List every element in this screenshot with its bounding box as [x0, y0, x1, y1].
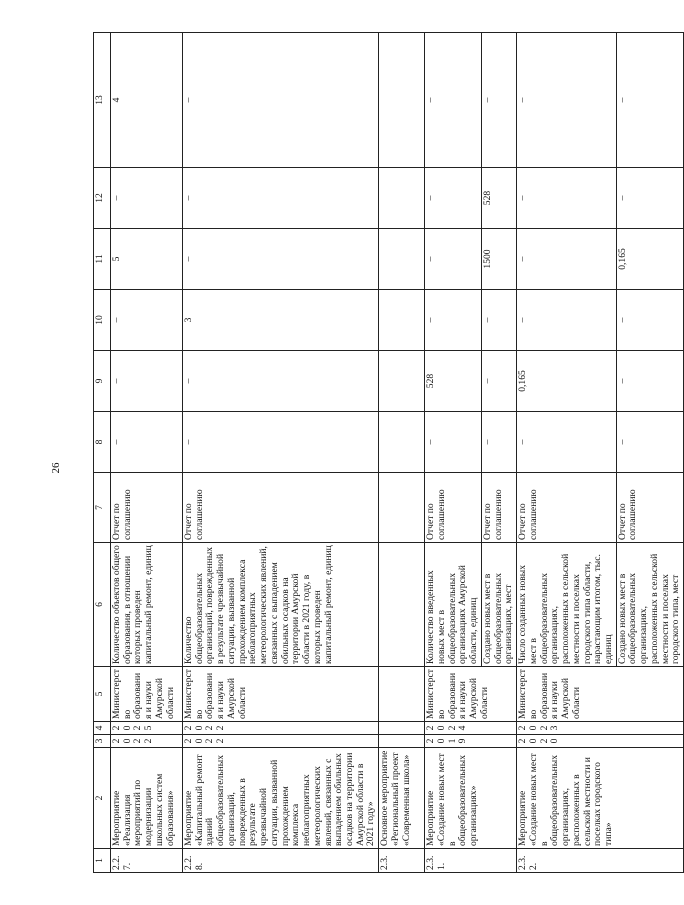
- value-col13: [379, 33, 425, 168]
- value-col13: –: [183, 33, 379, 168]
- value-col10: –: [481, 290, 516, 351]
- row-number: 2.3.1.: [425, 849, 517, 873]
- table-row: [183, 33, 379, 873]
- end-year: 2025: [111, 722, 183, 735]
- value-col8: –: [517, 412, 617, 473]
- value-col11: [379, 229, 425, 290]
- row-number: 2.3.: [379, 849, 425, 873]
- source: Отчет по соглашению: [111, 473, 183, 543]
- table-row: [425, 33, 482, 873]
- end-year: 2024: [425, 722, 517, 735]
- row-number: 2.3.2.: [517, 849, 684, 873]
- executor: Министерство образования и науки Амурской области: [517, 667, 684, 722]
- value-col9: –: [111, 351, 183, 412]
- col-number: 7: [94, 473, 111, 543]
- measure-name: Основное мероприятие «Региональный проект «Современная школа»: [379, 748, 425, 849]
- source: Отчет по соглашению: [425, 473, 482, 543]
- value-col8: –: [111, 412, 183, 473]
- value-col8: [379, 412, 425, 473]
- source: Отчет по соглашению: [183, 473, 379, 543]
- executor: Министерство образования и науки Амурской области: [111, 667, 183, 722]
- start-year: 2022: [183, 735, 379, 748]
- value-col8: –: [425, 412, 482, 473]
- end-year: [379, 722, 425, 735]
- indicator: Создано новых мест в общеобразовательных организациях, мест: [481, 543, 516, 667]
- measures-table: [93, 32, 684, 873]
- value-col9: 0,165: [517, 351, 617, 412]
- value-col10: –: [111, 290, 183, 351]
- col-number: 3: [94, 735, 111, 748]
- col-number: 11: [94, 229, 111, 290]
- value-col12: –: [111, 168, 183, 229]
- indicator: [379, 543, 425, 667]
- page-number: 26: [50, 462, 62, 474]
- rotated-table-container: [93, 33, 682, 873]
- value-col9: –: [481, 351, 516, 412]
- value-col9: [379, 351, 425, 412]
- value-col9: –: [183, 351, 379, 412]
- col-number: 4: [94, 722, 111, 735]
- value-col11: 5: [111, 229, 183, 290]
- indicator: Количество объектов общего образования, в отношении которых проведен капитальный ремонт, единиц: [111, 543, 183, 667]
- measure-name: Мероприятие «Создание новых мест в общеобразовательных организациях»: [425, 748, 517, 849]
- value-col10: 3: [183, 290, 379, 351]
- col-number: 13: [94, 33, 111, 168]
- value-col12: –: [183, 168, 379, 229]
- value-col13: –: [616, 33, 683, 168]
- value-col10: [379, 290, 425, 351]
- value-col8: –: [183, 412, 379, 473]
- end-year: 2022: [183, 722, 379, 735]
- value-col13: –: [481, 33, 516, 168]
- source: [379, 473, 425, 543]
- measure-name: Мероприятие «Создание новых мест в общеобразовательных организациях, расположенных в сельской местности и поселках городского типа»: [517, 748, 684, 849]
- col-number: 10: [94, 290, 111, 351]
- source: Отчет по соглашению: [481, 473, 516, 543]
- end-year: 2023: [517, 722, 684, 735]
- executor: [379, 667, 425, 722]
- value-col12: –: [517, 168, 617, 229]
- source: Отчет по соглашению: [616, 473, 683, 543]
- value-col12: 528: [481, 168, 516, 229]
- value-col11: 0,165: [616, 229, 683, 290]
- column-number-row: [94, 33, 111, 873]
- value-col10: –: [517, 290, 617, 351]
- col-number: 1: [94, 849, 111, 873]
- value-col10: –: [616, 290, 683, 351]
- value-col12: –: [425, 168, 482, 229]
- value-col11: –: [517, 229, 617, 290]
- value-col8: –: [481, 412, 516, 473]
- table-row: [379, 33, 425, 873]
- row-number: 2.2.7.: [111, 849, 183, 873]
- executor: Министерство образования и науки Амурской области: [183, 667, 379, 722]
- start-year: 2019: [425, 735, 517, 748]
- value-col10: –: [425, 290, 482, 351]
- value-col9: 528: [425, 351, 482, 412]
- indicator: Количество введенных новых мест в общеобразовательных организациях Амурской области, единиц: [425, 543, 482, 667]
- value-col12: [379, 168, 425, 229]
- col-number: 6: [94, 543, 111, 667]
- value-col11: 1500: [481, 229, 516, 290]
- start-year: [379, 735, 425, 748]
- col-number: 12: [94, 168, 111, 229]
- value-col8: –: [616, 412, 683, 473]
- value-col13: 4: [111, 33, 183, 168]
- indicator: Количество общеобразовательных организаций, поврежденных в результате чрезвычайной ситуации, вызванной прохождением комплекса неблагоприятных метеорологических явлений, связанных с выпадением обильных осадков на территории Амурской области в 2021 году, в которых проведен капитальный ремонт, единиц: [183, 543, 379, 667]
- value-col11: –: [425, 229, 482, 290]
- col-number: 5: [94, 667, 111, 722]
- value-col12: –: [616, 168, 683, 229]
- value-col11: –: [183, 229, 379, 290]
- col-number: 2: [94, 748, 111, 849]
- start-year: 2022: [111, 735, 183, 748]
- col-number: 8: [94, 412, 111, 473]
- value-col13: –: [425, 33, 482, 168]
- col-number: 9: [94, 351, 111, 412]
- indicator: Число созданных новых мест в общеобразовательных организациях, расположенных в сельской местности и поселках городского типа области, нарастающим итогом, тыс. единиц: [517, 543, 617, 667]
- measure-name: Мероприятие «Капитальный ремонт зданий общеобразовательных организаций, поврежденных в результате чрезвычайной ситуации, вызванной прохождением комплекса неблагоприятных метеорологических явлений, связанных с выпадением обильных осадков на территории Амурской области в 2021 году»: [183, 748, 379, 849]
- table-row: [517, 33, 617, 873]
- measure-name: Мероприятие «Реализация мероприятий по модернизации школьных систем образования»: [111, 748, 183, 849]
- start-year: 2020: [517, 735, 684, 748]
- row-number: 2.2.8.: [183, 849, 379, 873]
- executor: Министерство образования и науки Амурской области: [425, 667, 517, 722]
- indicator: Создано новых мест в общеобразовательных организациях, расположенных в сельской местности и поселках городского типа, мест: [616, 543, 683, 667]
- value-col13: –: [517, 33, 617, 168]
- value-col9: –: [616, 351, 683, 412]
- table-row: [111, 33, 183, 873]
- source: Отчет по соглашению: [517, 473, 617, 543]
